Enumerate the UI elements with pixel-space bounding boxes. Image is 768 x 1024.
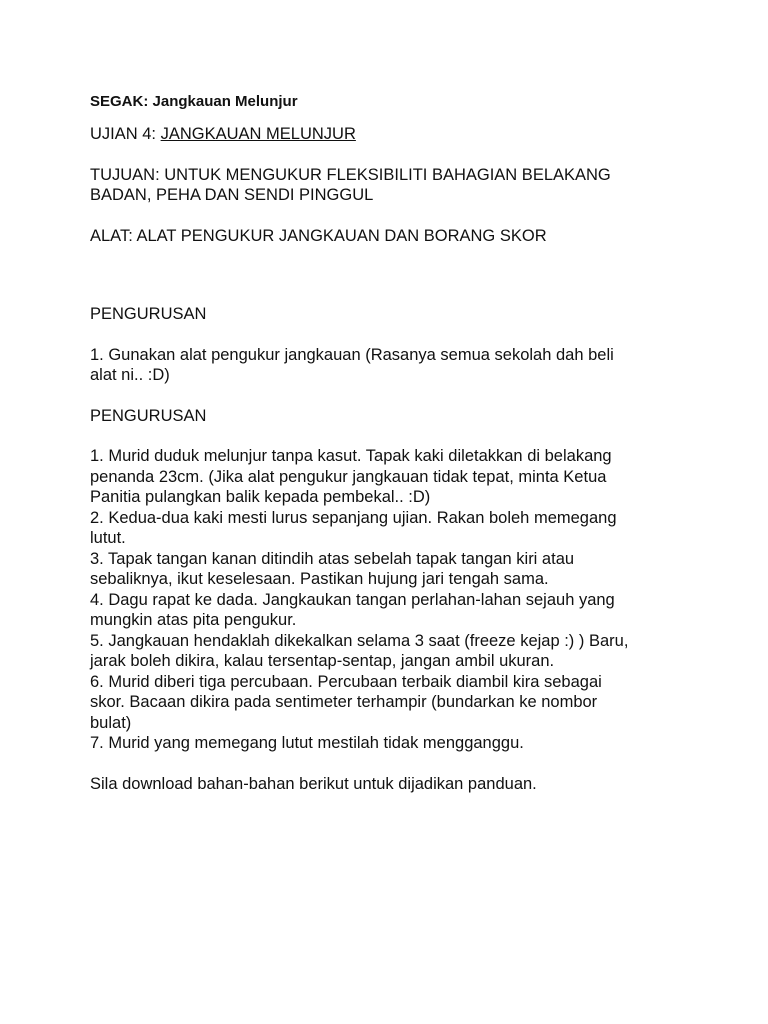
test-line	[90, 124, 700, 145]
list-item	[90, 446, 700, 508]
test-name: JANGKAUAN MELUNJUR	[160, 125, 356, 143]
instruction-list	[90, 446, 700, 754]
list-item-line: mungkin atas pita pengukur.	[90, 611, 297, 629]
list-item	[90, 549, 700, 590]
list-item	[90, 672, 700, 734]
list-item-line: bulat)	[90, 713, 132, 732]
list-item-line: lutut.	[90, 529, 126, 547]
list-item-line: jarak boleh dikira, kalau tersentap-sentap, jangan ambil ukuran.	[90, 652, 555, 670]
section-heading: PENGURUSAN	[90, 406, 207, 425]
list-item-line: penanda 23cm. (Jika alat pengukur jangkauan tidak tepat, minta Ketua	[90, 467, 607, 486]
list-item-line: Panitia pulangkan balik kepada pembekal.. :D)	[90, 488, 431, 506]
document-page	[90, 92, 700, 794]
list-item-line: 4. Dagu rapat ke dada. Jangkaukan tangan perlahan-lahan sejauh yang	[90, 590, 615, 609]
footer-note: Sila download bahan-bahan berikut untuk dijadikan panduan.	[90, 774, 537, 793]
objective-line: BADAN, PEHA DAN SENDI PINGGUL	[90, 186, 374, 204]
equipment: ALAT: ALAT PENGUKUR JANGKAUAN DAN BORANG SKOR	[90, 226, 547, 245]
list-item	[90, 345, 700, 386]
list-item-line: 1. Gunakan alat pengukur jangkauan (Rasanya semua sekolah dah beli	[90, 345, 614, 364]
list-item-line: 2. Kedua-dua kaki mesti lurus sepanjang ujian. Rakan boleh memegang	[90, 508, 617, 527]
objective	[90, 165, 700, 206]
list-item-line: skor. Bacaan dikira pada sentimeter terhampir (bundarkan ke nombor	[90, 693, 598, 711]
section-heading: PENGURUSAN	[90, 305, 207, 323]
list-item-line: 1. Murid duduk melunjur tanpa kasut. Tapak kaki diletakkan di belakang	[90, 447, 612, 465]
list-item	[90, 631, 700, 672]
list-item	[90, 590, 700, 631]
list-item-line: 6. Murid diberi tiga percubaan. Percubaan terbaik diambil kira sebagai	[90, 672, 602, 691]
list-item-line: sebaliknya, ikut keselesaan. Pastikan hujung jari tengah sama.	[90, 570, 549, 588]
list-item	[90, 508, 700, 549]
list-item-line: 7. Murid yang memegang lutut mestilah tidak mengganggu.	[90, 734, 524, 752]
test-prefix: UJIAN 4:	[90, 125, 161, 143]
list-item-line: 5. Jangkauan hendaklah dikekalkan selama 3 saat (freeze kejap :) ) Baru,	[90, 631, 629, 650]
document-title: SEGAK: Jangkauan Melunjur	[90, 93, 298, 110]
list-item	[90, 733, 700, 754]
list-item-line: 3. Tapak tangan kanan ditindih atas sebelah tapak tangan kiri atau	[90, 549, 575, 568]
objective-line: TUJUAN: UNTUK MENGUKUR FLEKSIBILITI BAHAGIAN BELAKANG	[90, 165, 611, 184]
list-item-line: alat ni.. :D)	[90, 366, 170, 384]
